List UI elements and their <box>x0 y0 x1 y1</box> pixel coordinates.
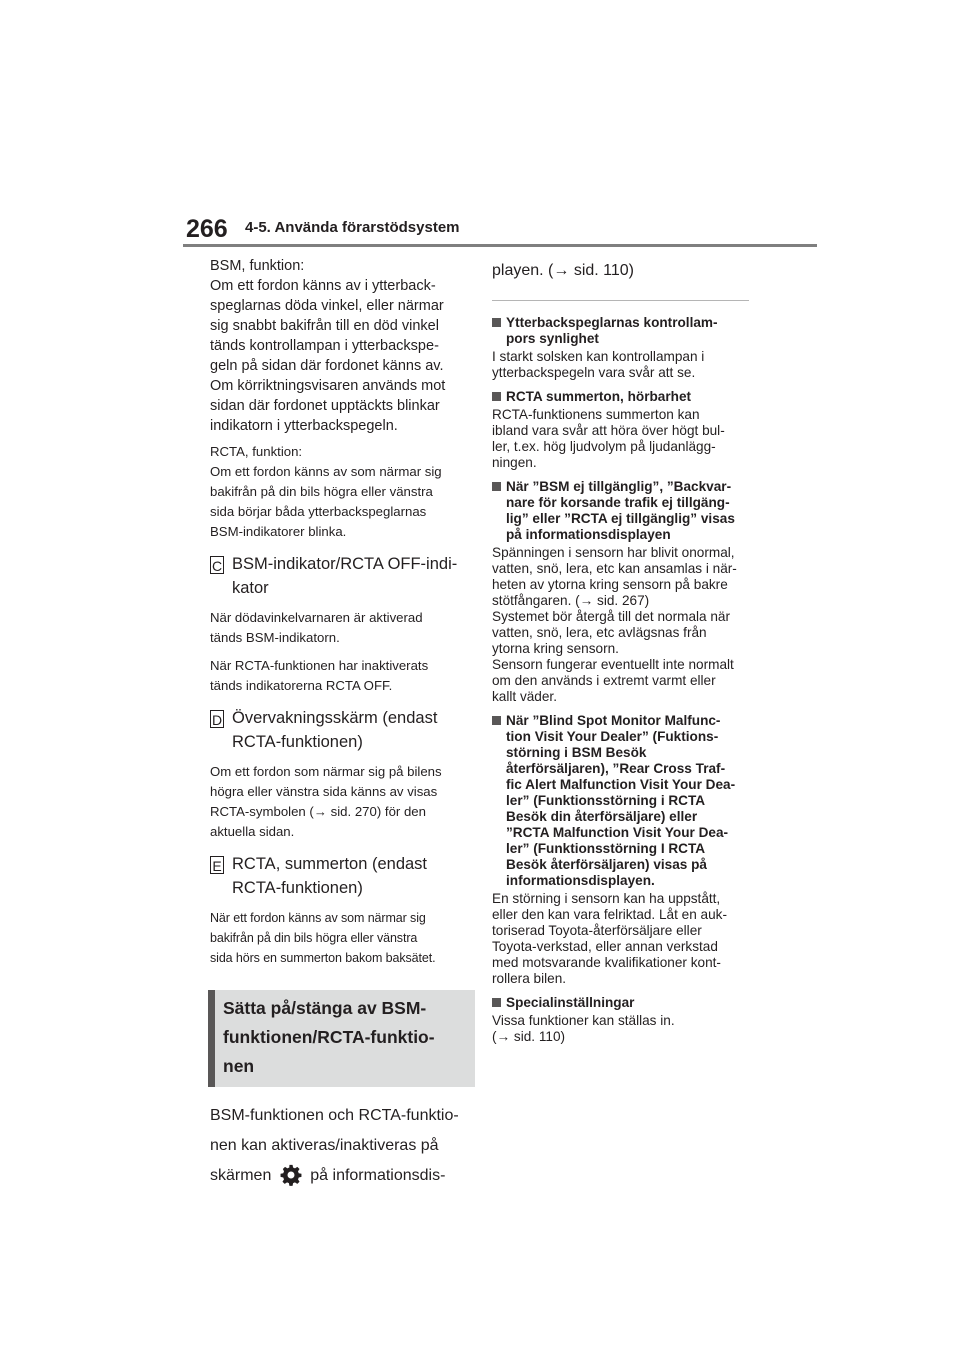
section-text-part: på informationsdis- <box>310 1167 446 1184</box>
item-d <box>210 706 475 842</box>
gear-icon <box>280 1164 302 1197</box>
item-e <box>210 852 475 968</box>
page-number: 266 <box>186 215 228 243</box>
block-heading: Specialinställningar <box>506 995 635 1010</box>
block-heading: RCTA summerton, hörbarhet <box>506 389 692 404</box>
section-header: 4-5. Använda förarstödsystem <box>245 219 460 236</box>
item-title: BSM-indikator/RCTA OFF-indi- kator <box>232 555 458 597</box>
rcta-description: RCTA, funktion: Om ett fordon känns av som närmar sig bakifrån på din bils högra eller vänstra sida börjar båda ytterbackspeglarnas BSM-indikatorer blinka. <box>210 444 442 539</box>
bullet-square-icon <box>492 482 501 491</box>
item-title: Övervakningsskärm (endast RCTA-funktionen) <box>232 709 438 751</box>
section-heading: Sätta på/stänga av BSM- funktionen/RCTA-funktio- nen <box>208 990 475 1087</box>
block-heading: När ”Blind Spot Monitor Malfunc- tion Visit Your Dealer” (Fuktions- störning i BSM Besök återförsäljaren), ”Rear Cross Traf- fic Alert Malfunction Visit Your Dea- ler” (Funktionsstörning i RCTA Besök din återförsäljare) eller ”RCTA Malfunction Visit Your Dea- ler” (Funktionsstörning I RCTA Besök återförsäljaren) visas på informationsdisplayen. <box>506 713 736 888</box>
info-block <box>492 389 757 471</box>
info-block <box>492 479 757 705</box>
block-text: I starkt solsken kan kontrollampan i ytterbackspegeln vara svår att se. <box>492 349 705 380</box>
block-heading: När ”BSM ej tillgänglig”, ”Backvar- nare för korsande trafik ej tillgäng- lig” eller ”RCTA ej tillgänglig” visas på informationsdisplayen <box>506 479 735 542</box>
section-text-line <box>210 1161 475 1197</box>
continued-text: playen. (→ sid. 110) <box>492 262 634 279</box>
left-column <box>210 256 475 1197</box>
item-title: RCTA, summerton (endast RCTA-funktionen) <box>232 855 428 897</box>
bullet-square-icon <box>492 998 501 1007</box>
item-letter: D <box>211 712 223 728</box>
bullet-square-icon <box>492 318 501 327</box>
info-block <box>492 713 757 987</box>
bsm-description: BSM, funktion: Om ett fordon känns av i ytterback- speglarnas döda vinkel, eller närmar sig snabbt bakifrån till en död vinkel tänds kontrollampan i ytterbackspe- geln på sidan där fordonet känns av. Om körriktningsvisaren används mot sidan där fordonet upptäckts blinkar indikatorn i ytterbackspegeln. <box>210 258 446 434</box>
item-text: När RCTA-funktionen har inaktiverats tänds indikatorerna RCTA OFF. <box>210 658 429 693</box>
header-rule <box>183 244 817 247</box>
section-text-part: skärmen <box>210 1167 272 1184</box>
bullet-square-icon <box>492 392 501 401</box>
item-text: När ett fordon känns av som närmar sig bakifrån på din bils högra eller vänstra sida hörs en summerton bakom baksätet. <box>210 911 436 965</box>
item-text: När dödavinkelvarnaren är aktiverad tänds BSM-indikatorn. <box>210 610 423 645</box>
bullet-square-icon <box>492 716 501 725</box>
block-text: RCTA-funktionens summerton kan ibland vara svår att höra över högt bul- ler, t.ex. hög ljudvolym på ljudanlägg- ningen. <box>492 407 725 470</box>
info-block <box>492 315 757 381</box>
block-text: En störning i sensorn kan ha uppstått, eller den kan vara felriktad. Låt en auk- toriserad Toyota-återförsäljare eller Toyota-verkstad, eller annan verkstad med motsvarande kvalifikationer kont- rollera bilen. <box>492 891 728 986</box>
block-text: Spänningen i sensorn har blivit onormal, vatten, snö, lera, etc kan ansamlas i när- heten av ytorna kring sensorn på bakre stötfångaren. (→ sid. 267) Systemet bör återgå till det normala när vatten, snö, lera, etc avlägsnas från ytorna kring sensorn. Sensorn fungerar eventuellt inte normalt om den används i extremt varmt eller kallt väder. <box>492 545 737 704</box>
info-block <box>492 995 757 1045</box>
block-text: Vissa funktioner kan ställas in. (→ sid. 110) <box>492 1013 675 1044</box>
block-heading: Ytterbackspeglarnas kontrollam- pors synlighet <box>506 315 718 346</box>
right-column <box>492 256 757 1051</box>
divider <box>492 300 749 301</box>
item-letter: C <box>211 558 223 574</box>
item-letter: E <box>210 856 224 874</box>
item-text: Om ett fordon som närmar sig på bilens högra eller vänstra sida känns av visas RCTA-symbolen (→ sid. 270) för den aktuella sidan. <box>210 764 442 839</box>
item-c <box>210 552 475 696</box>
section-text: BSM-funktionen och RCTA-funktio- nen kan aktiveras/inaktiveras på <box>210 1107 459 1154</box>
